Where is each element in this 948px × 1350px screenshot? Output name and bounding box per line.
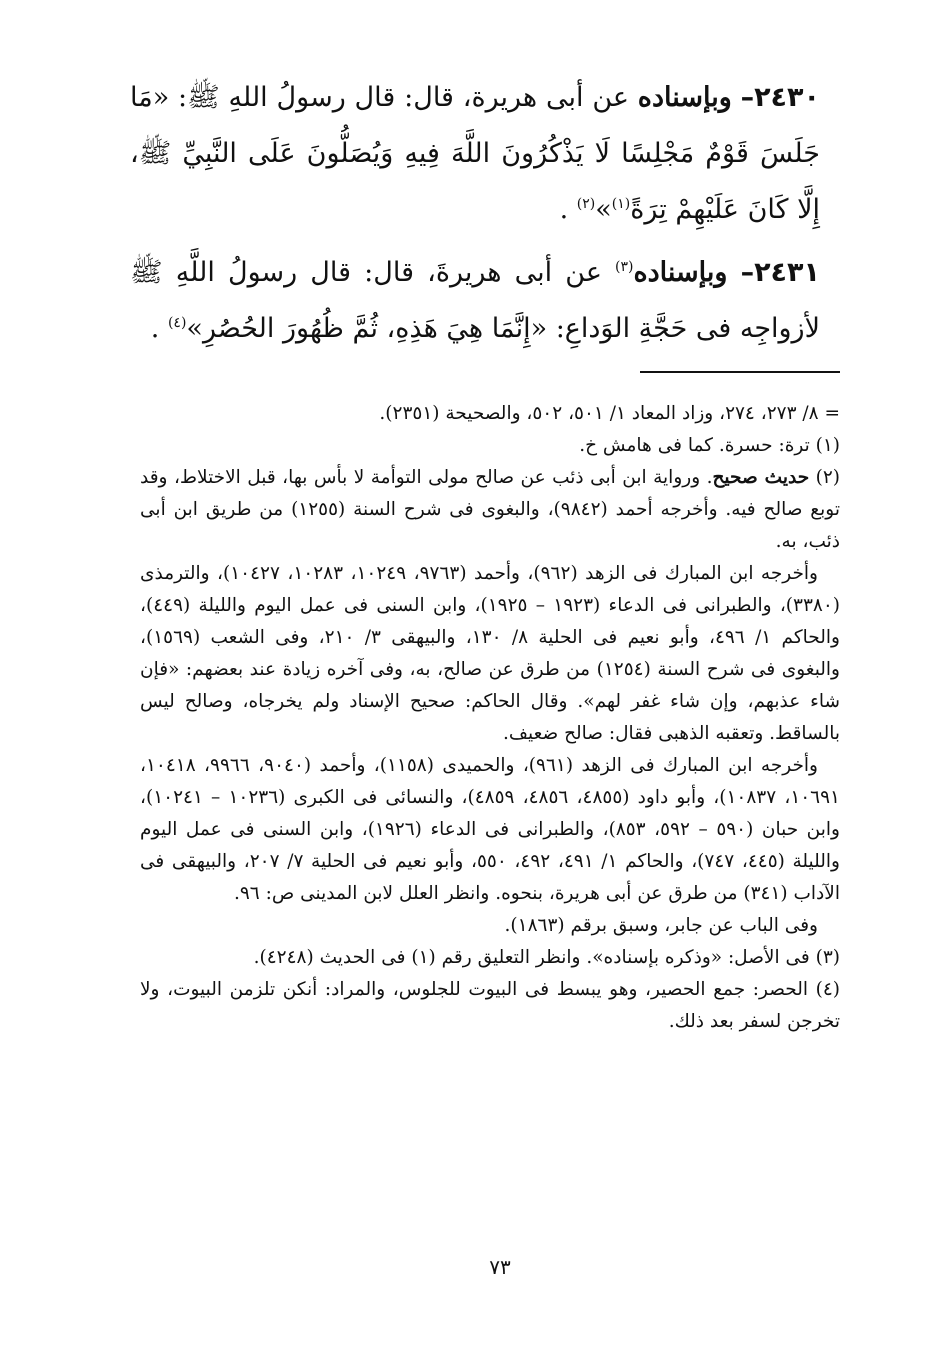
footnote-3: (٣) فى الأصل: «وذكره بإسناده». وانظر التعليق رقم (١) فى الحديث (٤٢٤٨).	[253, 947, 840, 968]
footnote-continuation: = ٨/ ٢٧٣، ٢٧٤، وزاد المعاد ١/ ٥٠١، ٥٠٢، والصحيحة (٢٣٥١).	[379, 403, 840, 424]
page-number: ٧٣	[489, 1255, 511, 1279]
footnote-4: (٤) الحصر: جمع الحصير، وهو يبسط فى البيوت للجلوس، والمراد: أنكن تلزمن البيوت، ولا تخرجن لسفر بعد ذلك.	[140, 979, 840, 1032]
footnote-2-text: . ورواية ابن أبى ذئب عن صالح مولى التوأمة لا بأس بها، قبل الاختلاط، وقد توبع صالح فيه. وأخرجه أحمد (٩٨٤٢)، والبغوى فى شرح السنة (١٢٥٥) من طريق ابن أبى ذئب، به.	[140, 467, 840, 552]
footnote-2-paragraph: وأخرجه ابن المبارك فى الزهد (٩٦٢)، وأحمد (٩٧٦٣، ١٠٢٤٩، ١٠٢٨٣، ١٠٤٢٧)، والترمذى (٣٣٨٠)، والطبرانى فى الدعاء (١٩٢٣ – ١٩٢٥)، وابن السنى فى عمل اليوم والليلة (٤٤٩)، والحاكم ١/ ٤٩٦، وأبو نعيم فى الحلية ٨/ ١٣٠، والبيهقى ٣/ ٢١٠، وفى الشعب (١٥٦٩)، والبغوى فى شرح السنة (١٢٥٤) من طرق عن صالح، به، وفى آخره زيادة عند بعضهم: «فإن شاء عذبهم، وإن شاء غفر لهم». وقال الحاكم: صحيح الإسناد ولم يخرجاه، وصالح ليس بالساقط. وتعقبه الذهبى فقال: صالح ضعيف.	[140, 563, 840, 744]
quote-close: »	[595, 194, 612, 225]
hadith-text: عن أبى هريرة، قال: قال رسولُ اللهِ ﷺ: «مَا جَلَسَ قَوْمٌ مَجْلِسًا لَا يَذْكُرُونَ اللَّهَ فِيهِ وَيُصَلُّونَ عَلَى النَّبِيِّ ﷺ، إِلَّا كَانَ عَلَيْهِمْ تِرَةً	[130, 82, 820, 225]
hadith-end: .	[559, 194, 577, 225]
footnote-2-grade: حديث صحيح	[712, 467, 810, 488]
footnote-divider	[640, 371, 840, 373]
hadith-isnad: وبإسناده	[637, 82, 732, 113]
footnote-ref: (٢)	[576, 196, 596, 212]
hadith-number: ٢٤٣٠–	[740, 82, 820, 113]
footnote-ref: (١)	[611, 196, 631, 212]
footnote-ref: (٤)	[167, 315, 187, 331]
hadith-text: عن أبى هريرةَ، قال: قال رسولُ اللَّهِ ﷺ لأزواجِه فى حَجَّةِ الوَداعِ: «إِنَّمَا هِيَ هَذِهِ، ثُمَّ ظُهُورَ الحُصُرِ	[130, 257, 820, 344]
footnote-2-paragraph: وفى الباب عن جابر، وسبق برقم (١٨٦٣).	[504, 915, 818, 936]
hadith-isnad: وبإسناده	[633, 257, 728, 288]
footnote-2-number: (٢)	[809, 467, 840, 488]
footnote-2-paragraph: وأخرجه ابن المبارك فى الزهد (٩٦١)، والحميدى (١١٥٨)، وأحمد (٩٠٤٠، ٩٩٦٦، ١٠٤١٨، ١٠٦٩١، ١٠٨٣٧)، وأبو داود (٤٨٥٥، ٤٨٥٦، ٤٨٥٩)، والنسائى فى الكبرى (١٠٢٣٦ – ١٠٢٤١)، وابن حبان (٥٩٠ – ٥٩٢، ٨٥٣)، والطبرانى فى الدعاء (١٩٢٦)، وابن السنى فى عمل اليوم والليلة (٤٤٥، ٧٤٧)، والحاكم ١/ ٤٩١، ٤٩٢، ٥٥٠، وأبو نعيم فى الحلية ٧/ ٢٠٧، والبيهقى فى الآداب (٣٤١) من طرق عن أبى هريرة، بنحوه. وانظر العلل لابن المدينى ص: ٩٦.	[140, 755, 840, 904]
footnote-ref: (٣)	[615, 259, 634, 275]
hadith-2430	[130, 70, 820, 238]
hadith-2431	[130, 245, 820, 357]
footnote-2	[140, 462, 840, 558]
hadith-end: .	[150, 313, 168, 344]
footnotes	[140, 398, 840, 1038]
hadith-number: ٢٤٣١–	[740, 257, 820, 288]
quote-close: »	[186, 313, 203, 344]
footnote-1: (١) ترة: حسرة. كما فى هامش خ.	[579, 435, 840, 456]
